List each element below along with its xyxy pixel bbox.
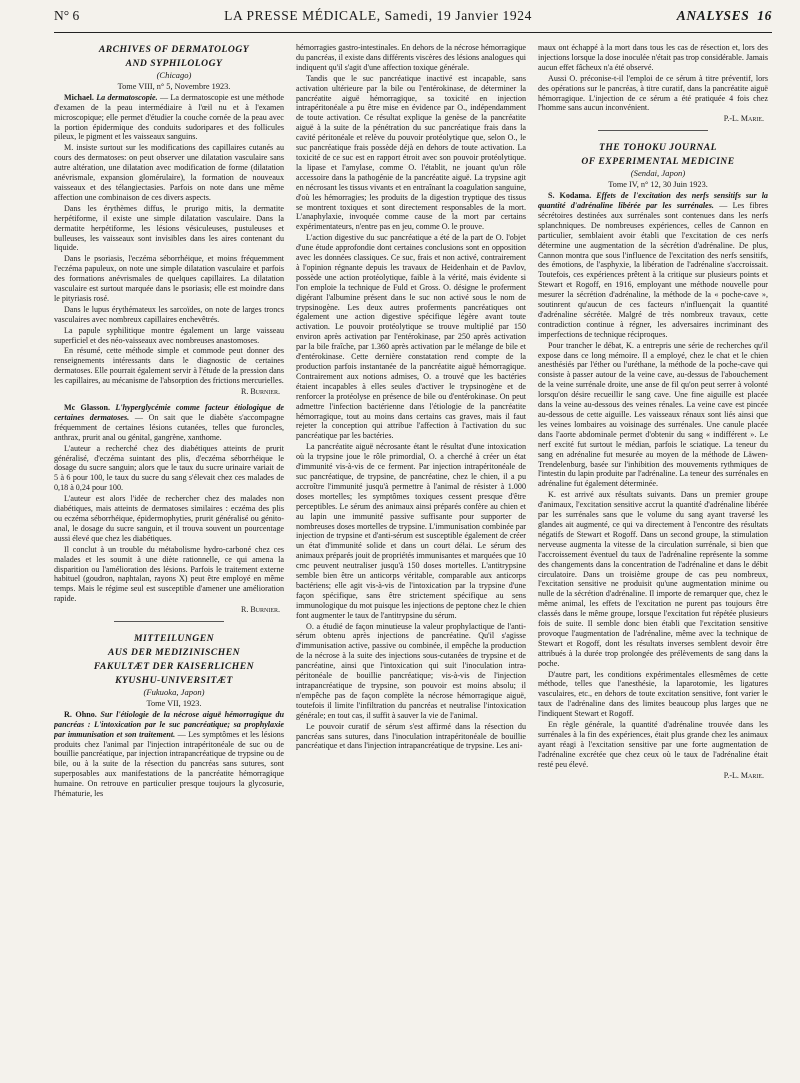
article-author: S. Kodama. xyxy=(548,191,592,201)
article-paragraph: K. est arrivé aux résultats suivants. Dans un premier groupe d'animaux, l'excitation sensitive accrut la quantité d'adrénaline libérée par les surrénales sans que le volume du sang ayant traversé les glandes ait augmenté, ce qui va directement à l'encontre des résultats négatifs de Stewart et Rogoff. Dans un second groupe, la stimulation nerveuse augmenta la vitesse de la circulation surrénale, si bien que l'accroissement éventuel du taux de l'adrénaline représente la somme des changements dans la concentration de l'adrénaline et dans le débit circulatoire. Dans un troisième groupe de cas peu nombreux, l'excitation sensitive ne produisit qu'une augmentation minime ou nulle de la sécrétion d'adrénaline. Il importe de remarquer que, chez le même animal, les effets de l'excitation ne purent pas toujours être classés dans le même groupe, lorsque l'excitation fut répétée plusieurs fois de suite. Il semble donc bien établi que l'excitation sensitive provoque l'augmentation de l'adrénaline, même avec la technique de Stewart et Rogoff, dont les résultats inverses semblent devoir être attribués à la durée trop prolongée des prélèvements de sang dans la poche. xyxy=(538,490,768,668)
article-paragraph xyxy=(54,403,284,443)
article-paragraph: Aussi O. préconise-t-il l'emploi de ce sérum à titre préventif, lors des opérations sur le pancréas, à titre curatif, dans la pancréatite aiguë hémorragique. L'injection de ce sérum a été pratiquée 4 fois chez l'homme sans aucun inconvénient. xyxy=(538,73,768,113)
article-paragraph: L'auteur est alors l'idée de rechercher chez des malades non diabétiques, mais atteints de dermatoses similaires : eczéma des plis ou eczéma séborrhéique, épidermophyties, prurit généralisé ou génito-anal, le dosage du sucre sanguin, et il trouva souvent un pourcentage aussi élevé que chez les diabétiques. xyxy=(54,494,284,543)
article-paragraph: Le pouvoir curatif de sérum s'est affirmé dans la résection du pancréas sans sutures, dans l'inoculation intrapéritonéale de bouillie pancréatique et dans l'injection intrapancréatique de trypsine. Les ani- xyxy=(296,721,526,751)
article-paragraph: L'action digestive du suc pancréatique a été de la part de O. l'objet d'une étude approfondie dont certaines conclusions sont en opposition avec les données classiques. Ce suc, frais et non activé, contrairement à l'opinion régnante depuis les travaux de Heidenhain et de Pavlov, possède une action protéolytique, faible à la vérité, mais évidente si l'on emploie la technique de Fuld et Gross. O. désigne le proferment digérant l'albumine présent dans le suc non activé sous le nom de trypsinogène. Les deux autres proferments pancréatiques ont également une action digestive spécifique légère avant toute activation. Le pouvoir protéolytique se trouve multiplié par 150 environ après activation par l'entérokinase, par 250 après activation par la bile fraîche, par 1.360 après activation par le mélange de bile et d'entérokinase. Cette dernière constatation rend compte de la production parfois instantanée de la pancréatite aiguë hémorragique. Contrairement aux notions admises, O. a trouvé que les bactéries étaient incapables à elles seules d'activer le trypsinogène et de renforcer la protéolyse en présence de bile ou d'entérokinase. On peut admettre l'infection bactérienne dans l'étiologie de la pancréatite hémorragique, tout au moins dans certains cas graves, mais il faut rejeter la conception qui attribue l'affection à l'activation du suc pancréatique par les bactéries. xyxy=(296,233,526,441)
article-text: — On sait que le diabète s'accompagne fréquemment de certaines lésions cutanées, telles que furoncles, anthrax, prurit anal ou génital, gangrène, xanthome. xyxy=(54,412,284,442)
journal-title: KYUSHU-UNIVERSITÆT xyxy=(115,675,233,687)
journal-volume: Tome IV, n° 12, 30 Juin 1923. xyxy=(608,180,708,190)
journal-title: THE TOHOKU JOURNAL xyxy=(598,142,718,154)
column-1 xyxy=(54,43,284,1083)
article-text: — Les symptômes et les lésions produits chez l'animal par l'injection intrapéritonéale de suc ou de bouillie pancréatique, par injection intrapancréatique de trypsine ou de bile, ou à la suite de la résection du pancréas sans sutures, sont superposables aux manifestations de la pancréatite hémorragique humaine. On retrouve en particulier presque toujours la glycosurie, l'hématurie, les xyxy=(54,729,284,799)
article-signature: P.-L. Marie. xyxy=(723,770,764,780)
article-paragraph: M. insiste surtout sur les modifications des capillaires cutanés au cours des dermatoses: on peut observer une dilatation vasculaire sans autre altération, une dilatation avec modification de forme (dilatation anévrismale, expansion glomérulaire), la formation de nouveaux vaisseaux et des télangiectasies. Parfois on note dans une même affection une combinaison de ces divers aspects. xyxy=(54,143,284,202)
article-paragraph xyxy=(54,710,284,799)
page-number: 16 xyxy=(757,8,772,23)
article-title: L'hyperglycémie comme facteur étiologique de certaines dermatoses. xyxy=(54,403,284,422)
article-paragraph: hémorragies gastro-intestinales. En dehors de la nécrose hémorragique du pancréas, il existe dans différents viscères des lésions analogues qui indiquent qu'il s'agit d'une affection toxique générale. xyxy=(296,43,526,72)
article-paragraph: Dans les érythèmes diffus, le prurigo mitis, la dermatite herpétiforme, il existe une simple dilatation vasculaire. Dans la dermatite herpétiforme, les lésions vésiculeuses, pustuleuses et bulleuses, les vaisseaux sont invisibles dans les aires contenant du liquide. xyxy=(54,203,284,253)
article-title: La dermatoscopie. xyxy=(96,92,158,102)
article-paragraph: Dans le psoriasis, l'eczéma séborrhéique, et moins fréquemment l'eczéma papuleux, on note une simple dilatation vasculaire et parfois des formations anévrismales de quelques capillaires. La dilatation vasculaire est surtout marquée dans le psoriasis; elle est moindre dans le pityriasis rosé. xyxy=(54,254,284,303)
journal-place: (Chicago) xyxy=(156,70,192,80)
issue-number: N° 6 xyxy=(54,8,80,23)
article-title: Effets de l'excitation des nerfs sensitifs sur la quantité d'adrénaline libérée par les surrénales. xyxy=(538,191,768,210)
journal-title: AND SYPHILOLOGY xyxy=(125,58,223,69)
article-paragraph: En résumé, cette méthode simple et commode peut donner des renseignements intéressants dans le diagnostic de certaines dermatoses. Elle pourrait également servir à l'étude de la pression dans les capillaires, au mécanisme de l'absorption des frictions mercurielles. xyxy=(54,346,284,386)
article-signature: P.-L. Marie. xyxy=(723,114,764,124)
journal-title: ARCHIVES OF DERMATOLOGY xyxy=(98,44,250,55)
article-paragraph: maux ont échappé à la mort dans tous les cas de résection et, lors des injections lorsque la dose inoculée n'était pas trop considérable. Jamais aucun effet fâcheux n'a été observé. xyxy=(538,43,768,72)
journal-title: FAKULTÆT DER KAISERLICHEN xyxy=(93,661,255,673)
journal-place: (Fukuoka, Japon) xyxy=(143,687,205,698)
article-paragraph: En règle générale, la quantité d'adrénaline trouvée dans les surrénales à la fin des expériences, était plus grande chez les animaux ayant réagi à l'excitation sensitive par une forte augmentation de l'adrénaline excrétée que chez ceux où le taux de l'adrénaline était resté peu élevé. xyxy=(538,720,768,769)
article-paragraph: O. a étudié de façon minutieuse la valeur prophylactique de l'anti-sérum obtenu après injections de pancréatine. Qu'il s'agisse d'immunisation active, passive ou combinée, il empêche la production de la nécrose à la suite des injections sous-cutanées de trypsine et de pancréatine, ainsi que l'intoxication qui suit l'inoculation intra-péritonéale de bouillie pancréatique; vis-à-vis de l'injection intrapancréatique de trypsine, son pouvoir est moins absolu; il n'empêche pas de façon complète la nécrose hémorragique aiguë, toutefois il limite l'infiltration du pancréas et neutralise l'intoxication générale; en tout cas, il suffit à sauver la vie de l'animal. xyxy=(296,621,526,720)
section-and-page xyxy=(677,8,772,24)
article-paragraph: Il conclut à un trouble du métabolisme hydro-carboné chez ces malades et les soumit à une diète rationnelle, ce qui amena la disparition ou l'amélioration des lésions. Parfois le traitement externe habituel (goudron, naphtalan, rayons X) peut être employé en même temps. Mais le régime seul est susceptible d'amener une amélioration rapide. xyxy=(54,544,284,604)
article-title: Sur l'étiologie de la nécrose aiguë hémorragique du pancréas : L'intoxication par le suc pancréatique; sa prophylaxie par immunisation et son traitement. xyxy=(54,709,284,739)
section-title: ANALYSES xyxy=(676,8,750,23)
journal-place: (Sendai, Japon) xyxy=(630,168,686,179)
header-rule xyxy=(54,32,772,33)
article-paragraph: La papule syphilitique montre également un large vaisseau superficiel et des néo-vaisseaux avec nombreuses anastomoses. xyxy=(54,325,284,345)
journal-volume: Tome VIII, n° 5, Novembre 1923. xyxy=(117,81,231,91)
article-text: — Les fibres sécrétoires destinées aux surrénales sont contenues dans les nerfs splanchniques. De nombreuses expériences, celles de Cannon en particulier, semblaient avoir établi que l'excitation de ces nerfs détermine une augmentation de la sécrétion d'adrénaline. De plus, Cannon montra que sous l'influence de l'excitation des nerfs sensitifs, des émotions, de l'asphyxie, la libération de l'adrénaline s'accroissait. Toutefois, ces expériences prêtent à la critique sur plusieurs points et Stewart et Rogoff, en 1916, employant une méthode nouvelle pour mesurer la sécrétion d'adrénaline, la méthode de la « poche-cave », soutinrent qu'aucun de ces facteurs n'influençait la quantité d'adrénaline sécrétée. Malgré de très nombreux travaux, cette contradiction continue à régner, les adversaires incriminant des imperfections de technique réciproques. xyxy=(538,200,768,339)
article-paragraph: L'auteur a recherché chez des diabétiques atteints de prurit généralisé, d'eczéma suintant des plis, d'eczéma séborrhéique le dosage du sucre sanguin; alors que le taux du sucre urinaire variait de 5 à 6 pour 100, le taux du sucre du sang s'élevait chez ces malades de 0,18 à 0,24 pour 100. xyxy=(54,443,284,493)
journal-title: MITTEILUNGEN xyxy=(133,633,215,645)
journal-title: OF EXPERIMENTAL MEDICINE xyxy=(581,156,735,168)
column-3 xyxy=(538,43,768,1083)
journal-title: AUS DER MEDIZINISCHEN xyxy=(107,647,241,659)
article-paragraph: Dans le lupus érythémateux les sarcoïdes, on note de larges troncs vasculaires avec nombreux capillaires enchevêtrés. xyxy=(54,304,284,324)
article-text: — La dermatoscopie est une méthode d'examen de la peau intermédiaire à l'œil nu et à l'examen microscopique; elle permet d'étudier la couche cornée de la peau avec la portion épidermique des conduits sudoripares et des follicules pileux, le pigment et les vaisseaux sanguins. xyxy=(54,92,284,142)
section-divider xyxy=(598,130,708,131)
article-paragraph: Pour trancher le débat, K. a entrepris une série de recherches qu'il expose dans ce long mémoire. Il a employé, chez le chat et le chien anesthésiés par l'éther ou l'uréthane, la méthode de la poche-cave qui consiste à passer autour de la veine cave, au-dessus de l'abouchement de la veine surrénale droite, une anse de fil qu'on peut serrer à volonté lorsqu'on désire recueillir le sang cave. Une fine aiguille est placée dans la veine au-dessous des veines rénales. La veine cave est pincée au-dessous de cette aiguille. Les vaisseaux rénaux sont liés ainsi que les veines lombaires au voisinage des surrénales. Une canule placée dans l'aorte abdominale permet d'obtenir du sang « indifférent ». Le nerf excité fut surtout le médian, parfois le sciatique. La teneur du sang en adrénaline fut mesurée au moyen de la méthode de Läwen-Trendelenburg, basée sur l'inhibition des mouvements rythmiques de l'intestin du lapin produite par l'adrénaline. La teneur des surrénales en adrénaline fut également déterminée. xyxy=(538,340,768,489)
article-signature: R. Burnier. xyxy=(240,387,280,397)
article-author: Michael. xyxy=(64,92,94,102)
columns xyxy=(54,43,772,1083)
article-author: Mc Glasson. xyxy=(64,403,111,412)
article-paragraph: La pancréatite aiguë nécrosante étant le résultat d'une intoxication où la trypsine joue le rôle primordial, O. a cherché à créer un état d'immunité vis-à-vis de ce ferment. Par injection intrapéritonéale de suc pancréatique, de trypsine, de pancréatine, chez le chien, il a pu accroître l'immunité jusqu'à permettre à l'animal de résister à 1.000 doses mortelles; les symptômes toxiques cessent presque d'être perceptibles. Le sérum des animaux ainsi préparés confère au chien et au lapin une immunité passive suffisante pour supporter de nombreuses doses mortelles de trypsine. L'immunisation combinée par injection de trypsine et d'anti-sérum est susceptible également de créer un état d'immunité solide et dans un court délai. Le sérum des animaux préparés jouit de propriétés immunisantes et marquées que 10 cmc peuvent neutraliser jusqu'à 150 doses mortelles. L'antitrypsine semble bien être un anticorps véritable, comparable aux anticorps bactériens; elle agit vis-à-vis de l'intoxication par la trypsine d'une façon spécifique, sans être strictement spécifique au sens immunologique du mot puisque les injections de peptone chez le chien font augmenter le taux de l'antitrypsine du sérum. xyxy=(296,442,526,620)
article-paragraph xyxy=(538,191,768,340)
article-author: R. Ohno. xyxy=(64,709,97,719)
journal-volume: Tome VII, 1923. xyxy=(146,698,202,708)
article-paragraph: D'autre part, les conditions expérimentales ellesmêmes de cette méthode, telles que l'anesthésie, la laparotomie, les ligatures vasculaires, etc., en dehors de toute excitation sensitive, font varier le taux de l'adrénaline dans des limites beaucoup plus larges que ne l'indiquent Stewart et Rogoff. xyxy=(538,669,768,719)
section-divider xyxy=(114,621,224,622)
column-2 xyxy=(296,43,526,1083)
article-paragraph xyxy=(54,93,284,143)
masthead-title: LA PRESSE MÉDICALE, Samedi, 19 Janvier 1924 xyxy=(224,8,532,23)
article-signature: R. Burnier. xyxy=(240,605,280,615)
article-paragraph: Tandis que le suc pancréatique inactivé est incapable, sans activation ultérieure par la bile ou l'entérokinase, de déterminer la pancréatite aiguë hémorragique, sa toxicité en injection intrapéritonéale a pu être mise en évidence par O., indépendamment de toute activation. Ce résultat explique la genèse de la pancréatite aiguë à la suite de la pénétration du suc pancréatique frais dans la cavité péritonéale et relève du pouvoir protéolytique que, selon O., le suc pancréatique frais possède déjà en dehors de toute activation. La toxicité de ce suc est en rapport étroit avec son pouvoir protéolytique. la lipase et l'amylase, comme O. l'établit, ne jouant qu'un rôle accessoire dans la pathogénie de la pancréatite aiguë. La trypsine agit en nécrosant les tissus vivants et en entraînant la coagulation sanguine, d'où les hémorragies; les produits de la digestion tryptique des tissus se montrent toxiques et sont directement responsables de la mort. L'anaphylaxie, invoquée comme cause de la mort par certains expérimentateurs, n'entre pas en jeu, comme O. le prouve. xyxy=(296,73,526,232)
masthead xyxy=(54,8,772,30)
